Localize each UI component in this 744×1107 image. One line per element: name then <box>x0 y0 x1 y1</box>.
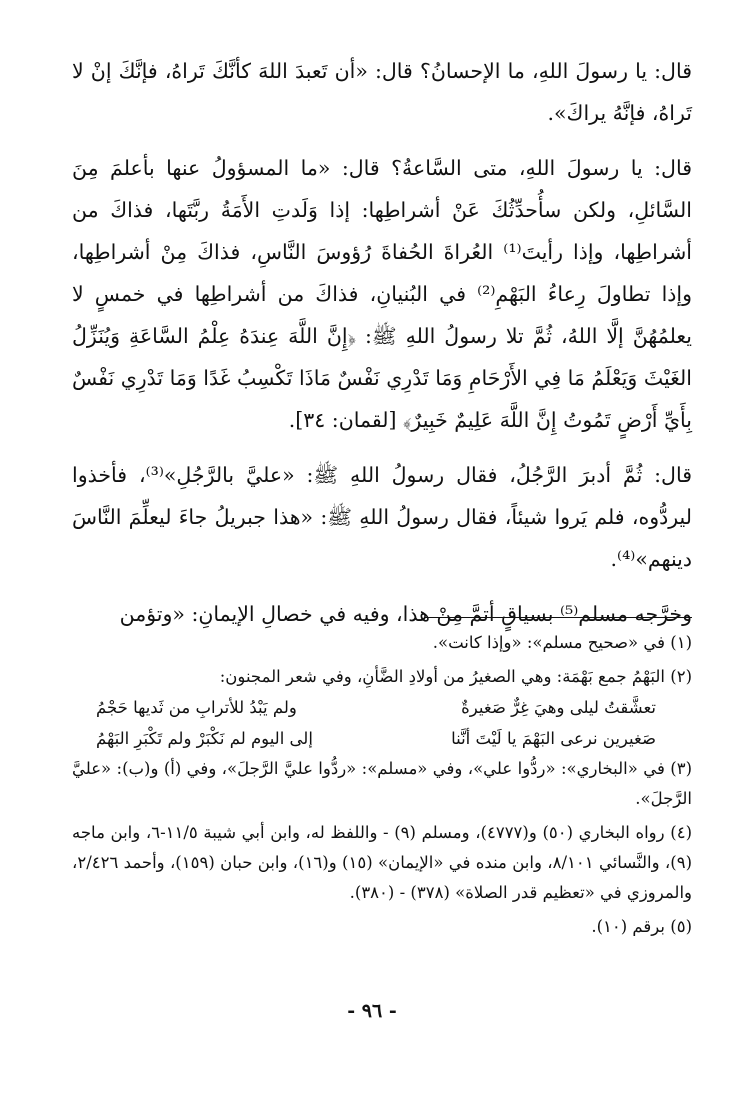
paragraph-hour: قال: يا رسولَ اللهِ، متى السَّاعةُ؟ قال: «ما المسؤولُ عنها بأعلمَ مِنَ السَّائلِ، ولكن سأُحدِّثُكَ عَنْ أشراطِها: إذا وَلَدتِ الأَمَةُ ربَّتَها، فذاكَ من أشراطِها، وإذا رأيتَ⁽¹⁾ العُراةَ الحُفاةَ رُؤوسَ النَّاسِ، فذاكَ مِنْ أشراطِها، وإذا تطاولَ رِعاءُ البَهْمِ⁽²⁾ في البُنيانِ، فذاكَ من أشراطِها في خمسٍ لا يعلمُهُنَّ إلَّا اللهُ، ثُمَّ تلا رسولُ اللهِ ﷺ: ﴿إِنَّ اللَّهَ عِندَهُ عِلْمُ السَّاعَةِ وَيُنَزِّلُ الغَيْثَ وَيَعْلَمُ مَا فِي الأَرْحَامِ وَمَا تَدْرِي نَفْسٌ مَاذَا تَكْسِبُ غَدًا وَمَا تَدْرِي نَفْسٌ بِأَيِّ أَرْضٍ تَمُوتُ إِنَّ اللَّهَ عَلِيمٌ خَبِيرٌ﴾ [لقمان: ٣٤]. <box>72 156 692 432</box>
paragraph-ihsan: قال: يا رسولَ اللهِ، ما الإحسانُ؟ قال: «أن تَعبدَ اللهَ كأنَّكَ تَراهُ، فإنَّكَ إنْ لا تَراهُ، فإنَّهُ يراكَ». <box>72 59 692 125</box>
paragraph-jibril: قال: ثُمَّ أدبرَ الرَّجُلُ، فقال رسولُ اللهِ ﷺ: «عليَّ بالرَّجُلِ»⁽³⁾، فأخذوا ليردُّوه، فلم يَروا شيئاً، فقال رسولُ اللهِ ﷺ: «هذا جبريلُ جاءَ ليعلِّمَ النَّاسَ دينهم»⁽⁴⁾. <box>72 463 692 571</box>
page-number: - ٩٦ - <box>347 1000 397 1022</box>
footnote-4: (٤) رواه البخاري (٥٠) و(٤٧٧٧)، ومسلم (٩) - واللفظ له، وابن أبي شيبة ١١/٥-٦، وابن ماجه (٩)، والنَّسائي ٨/١٠١، وابن منده في «الإيمان» (١٥) و(١٦)، وابن حبان (١٥٩)، وأحمد ٢/٤٢٦، والمروزي في «تعظيم قدر الصلاة» (٣٧٨) - (٣٨٠). <box>72 823 693 902</box>
footnote-5: (٥) برقم (١٠). <box>591 917 692 936</box>
poem-hemistich: تعشَّقتُ ليلى وهيَ غِرٌّ صَغيرةٌ <box>461 698 656 717</box>
footnote-2: (٢) البَهْمُ جمع بَهْمَة: وهي الصغيرُ من أولادِ الضَّأنِ، وفي شعر المجنون: <box>219 667 692 686</box>
footnote-1: (١) في «صحيح مسلم»: «وإذا كانت». <box>432 633 692 652</box>
poem <box>72 692 692 754</box>
paragraph-muslim: وخرَّجه مسلم⁽⁵⁾ بسياقٍ أتمَّ مِنْ هذا، وفيه في خصالِ الإيمانِ: «وتؤمن <box>119 602 692 626</box>
poem-hemistich: صَغيرين نرعى البَهْمَ يا لَيْتَ أنَّنا <box>451 729 656 748</box>
footnote-divider <box>424 617 692 618</box>
poem-hemistich: ولم يَبْدُ للأترابِ من ثَديها حَجْمُ <box>96 698 297 717</box>
footnote-3: (٣) في «البخاري»: «ردُّوا علي»، وفي «مسلم»: «ردُّوا عليَّ الرَّجلَ»، وفي (أ) و(ب): «عليَّ الرَّجلَ». <box>72 759 692 808</box>
poem-verse <box>96 692 656 723</box>
poem-hemistich: إلى اليوم لم نَكْبَرْ ولم تَكْبَرِ البَهْمُ <box>96 729 313 748</box>
poem-verse <box>96 723 656 754</box>
main-text <box>72 50 692 635</box>
footnotes <box>72 628 692 942</box>
